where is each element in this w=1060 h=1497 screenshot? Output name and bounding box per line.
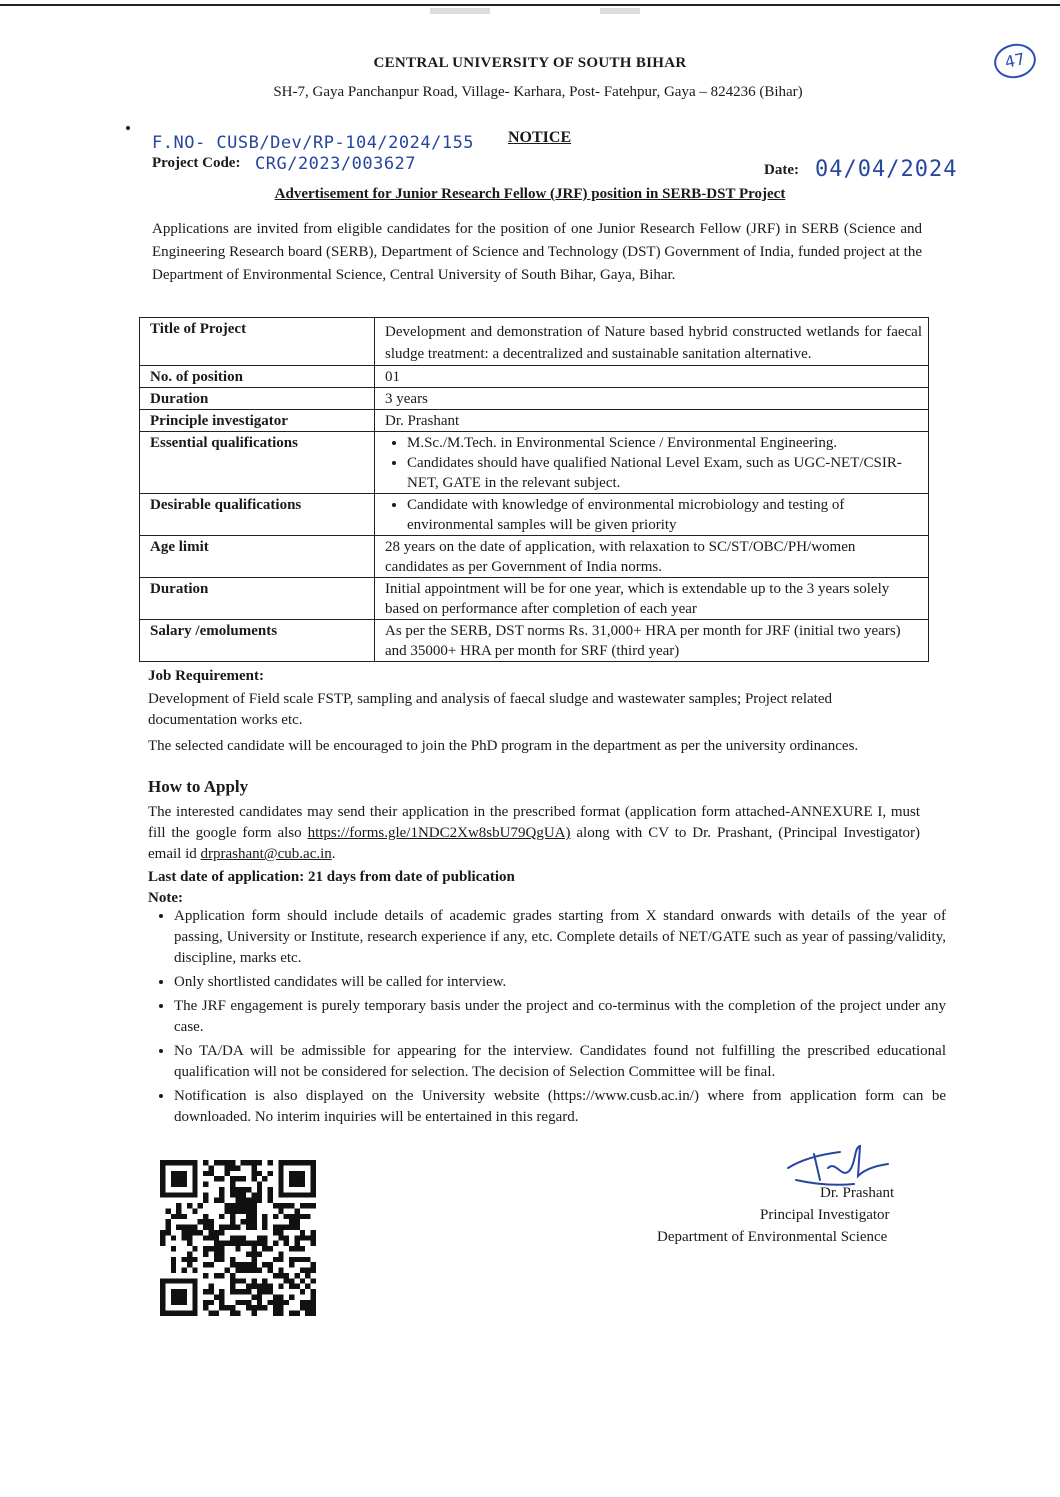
row-label: Title of Project [140, 318, 375, 366]
row-value: 28 years on the date of application, with relaxation to SC/ST/OBC/PH/women candidates as per Government of India norms. [375, 536, 929, 578]
notes-list [148, 906, 946, 1131]
job-requirement-text: Development of Field scale FSTP, sampling and analysis of faecal sludge and wastewater samples; Project related documentation works etc. [148, 691, 832, 728]
list-item: • No TA/DA will be admissible for appearing for the interview. Candidates found not fulfilling the prescribed educational qualification will not be considered for selection. The decision of Selection Committee will be final. [174, 1041, 946, 1083]
top-border-line [0, 4, 1060, 6]
intro-paragraph: Applications are invited from eligible candidates for the position of one Junior Research Fellow (JRF) in SERB (Science and Engineering Research board (SERB), Department of Science and Technology (DST) Government of India, funded project at the Department of Environmental Science, Central University of South Bihar, Gaya, Bihar. [152, 221, 922, 283]
how-to-apply-text [148, 802, 920, 865]
row-label: No. of position [140, 366, 375, 388]
apply-text-middle: along with CV to Dr. Prashant, (Principal Investigator) email id [148, 825, 920, 862]
row-label: Principle investigator [140, 410, 375, 432]
row-label: Age limit [140, 536, 375, 578]
table-row [140, 432, 929, 494]
table-row [140, 318, 929, 366]
row-value: 01 [375, 366, 929, 388]
google-form-link[interactable]: https://forms.gle/1NDC2Xw8sbU79QgUA) [307, 825, 571, 841]
project-details-table [139, 317, 929, 662]
row-value [375, 494, 929, 536]
list-item: • The JRF engagement is purely temporary basis under the project and co-terminus with the completion of the project under any case. [174, 996, 946, 1038]
row-label: Duration [140, 388, 375, 410]
scan-smudge [430, 8, 490, 14]
list-item: • M.Sc./M.Tech. in Environmental Science / Environmental Engineering. [407, 433, 922, 453]
notice-heading: NOTICE [508, 129, 572, 146]
project-code-label: Project Code: [152, 155, 241, 171]
signatory-role: Principal Investigator [760, 1207, 890, 1223]
date-label: Date: [764, 162, 799, 178]
table-row [140, 620, 929, 662]
row-value: Dr. Prashant [375, 410, 929, 432]
list-item: • Application form should include details of academic grades starting from X standard onwards with details of the year of passing, University or Institute, research experience if any, etc. Complete details of NET/GATE such as year of passing/validity, discipline, marks etc. [174, 906, 946, 969]
apply-text-start: The interested candidates may send their application in the prescribed format (application form attached-ANNEXURE I, must fill the google form also [148, 804, 920, 841]
email-link[interactable]: drprashant@cub.ac.in [200, 846, 332, 862]
how-to-apply-heading: How to Apply [148, 777, 249, 796]
list-item: • Candidates should have qualified National Level Exam, such as UGC-NET/CSIR- NET, GATE in the relevant subject. [407, 453, 922, 493]
list-item: • Only shortlisted candidates will be called for interview. [174, 972, 946, 993]
phd-encouragement-text: The selected candidate will be encouraged to join the PhD program in the department as per the university ordinances. [148, 738, 859, 754]
table-row [140, 494, 929, 536]
row-label: Desirable qualifications [140, 494, 375, 536]
apply-text-end: . [331, 846, 336, 862]
advertisement-title: Advertisement for Junior Research Fellow (JRF) position in SERB-DST Project [274, 186, 786, 202]
table-row [140, 536, 929, 578]
scan-smudge [600, 8, 640, 14]
university-address: SH-7, Gaya Panchanpur Road, Village- Karhara, Post- Fatehpur, Gaya – 824236 (Bihar) [273, 84, 803, 100]
university-name: CENTRAL UNIVERSITY OF SOUTH BIHAR [373, 55, 687, 71]
table-row [140, 410, 929, 432]
row-value: 3 years [375, 388, 929, 410]
list-item: • Notification is also displayed on the University website (https://www.cusb.ac.in/) where from application form can be downloaded. No interim inquiries will be entertained in this regard. [174, 1086, 946, 1128]
date-value: 04/04/2024 [815, 157, 958, 182]
signatory-department: Department of Environmental Science [657, 1229, 888, 1245]
table-row [140, 366, 929, 388]
table-row [140, 388, 929, 410]
row-value: Initial appointment will be for one year, which is extendable up to the 3 years solely based on performance after completion of each year [375, 578, 929, 620]
qr-code [160, 1160, 316, 1316]
list-item: • Candidate with knowledge of environmental microbiology and testing of environmental samples will be given priority [407, 495, 922, 535]
row-label: Duration [140, 578, 375, 620]
job-requirement-heading: Job Requirement: [148, 668, 264, 684]
page-number-stamp: 47 [991, 40, 1039, 82]
file-number: F.NO- CUSB/Dev/RP-104/2024/155 [152, 133, 475, 153]
project-code-value: CRG/2023/003627 [255, 154, 417, 174]
scan-dot [126, 126, 130, 130]
row-value: As per the SERB, DST norms Rs. 31,000+ HRA per month for JRF (initial two years) and 35000+ HRA per month for SRF (third year) [375, 620, 929, 662]
signatory-name: Dr. Prashant [820, 1185, 895, 1201]
row-value: Development and demonstration of Nature based hybrid constructed wetlands for faecal sludge treatment: a decentralized and sustainable sanitation alternative. [375, 318, 929, 366]
row-label: Essential qualifications [140, 432, 375, 494]
table-row [140, 578, 929, 620]
signature-mark [784, 1140, 894, 1190]
row-label: Salary /emoluments [140, 620, 375, 662]
row-value [375, 432, 929, 494]
last-date-text: Last date of application: 21 days from date of publication [148, 869, 515, 885]
note-heading: Note: [148, 890, 183, 906]
